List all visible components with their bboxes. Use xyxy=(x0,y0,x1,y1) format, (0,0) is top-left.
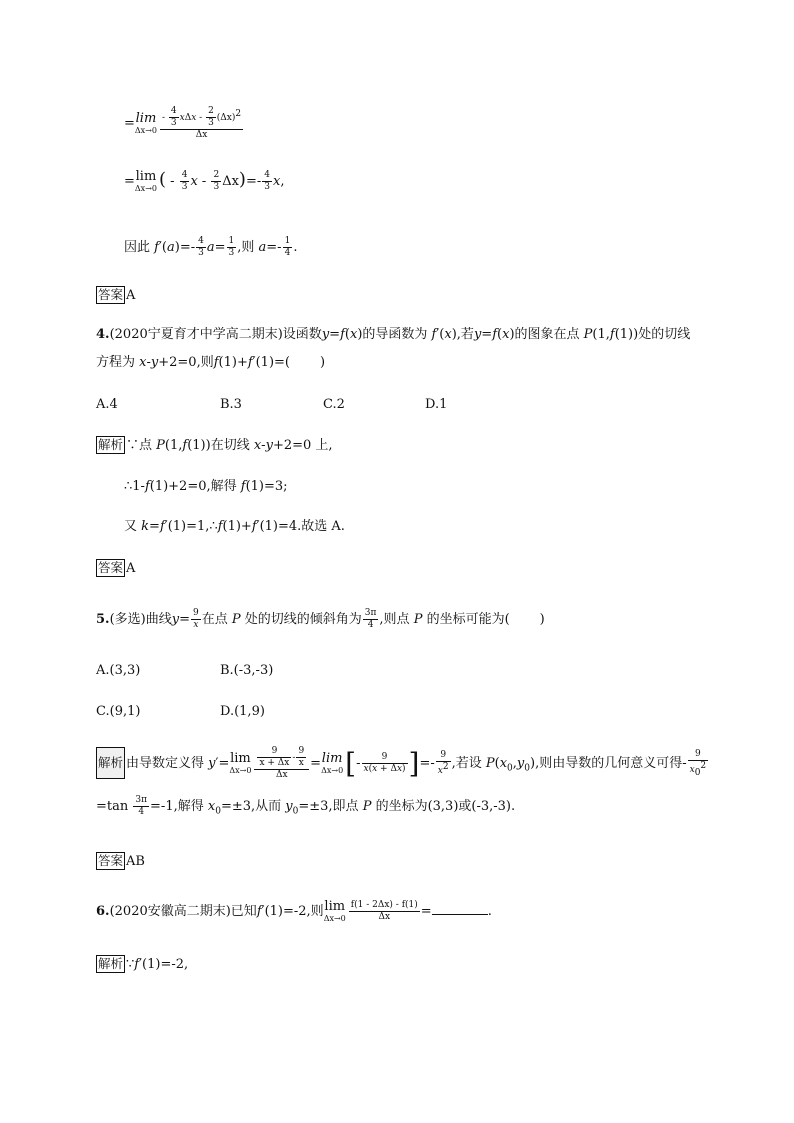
q5-stem: 5.(多选)曲线y= $\frac{9}{x}$ 在点 P 处的切线的倾斜角为 $\frac{3\pi}{4}$ ,则点 P 的坐标可能为( ) xyxy=(96,608,545,630)
answer-value: A xyxy=(126,288,136,303)
q5-answer xyxy=(96,852,145,871)
analysis-tag: 解析 xyxy=(98,956,124,971)
answer-value: A xyxy=(126,561,136,576)
answer-blank[interactable] xyxy=(432,902,488,915)
q3-limit-step-2: = lim Δx→0 ( - $\frac{4}{3}$ x - $\frac{2}{3}$ Δx)=- $\frac{4}{3}$ x, xyxy=(124,169,285,193)
q6-stem: 6.(2020安徽高二期末)已知f′(1)=-2,则 lim Δx→0 $\frac{f(1 - 2\Delta x) - f(1)}{\Delta x}$ = . xyxy=(96,899,492,923)
q5-analysis-line-2: =tan $\frac{3\pi}{4}$ =-1,解得 $x_0=\pm 3$,从而 $y_0=\pm 3$,即点 P 的坐标为(3,3)或(-3,-3). xyxy=(96,795,516,817)
q4-analysis-line-1: 解析 ∵点 P(1,f(1))在切线 x-y+2=0 上, xyxy=(98,437,333,453)
q4-analysis-line-3: 又 k=f′(1)=1,∴f(1)+f′(1)=4.故选 A. xyxy=(124,519,345,534)
q3-limit-step-1: = lim Δx→0 - $\frac{4}{3}$ xΔx - $\frac{2}{3}$ $(\Delta x)^2$ Δx xyxy=(124,106,242,140)
q4-answer xyxy=(96,559,135,578)
question-number: 6. xyxy=(96,904,110,919)
q5-option-c: C.(9,1) xyxy=(96,704,141,719)
q4-stem-line-1: 4.(2020宁夏育才中学高二期末)设函数y=f(x)的导函数为 f′(x),若y=f(x)的图象在点 P(1,f(1))处的切线 xyxy=(96,327,691,342)
answer-value: AB xyxy=(126,854,145,869)
q5-option-b: B.(-3,-3) xyxy=(220,663,274,678)
q4-option-b: B.3 xyxy=(220,397,242,412)
q3-answer xyxy=(96,286,135,305)
q6-analysis-line-1: 解析 ∵f′(1)=-2, xyxy=(98,956,189,972)
q3-conclusion: 因此 f′(a)=- $\frac{4}{3}$ a= $\frac{1}{3}$ ,则 a=- $\frac{1}{4}$ . xyxy=(124,236,298,258)
question-number: 5. xyxy=(96,612,110,627)
answer-tag: 答案 xyxy=(98,560,124,575)
q4-stem-line-2: 方程为 x-y+2=0,则f(1)+f′(1)=( ) xyxy=(96,355,326,370)
q5-option-d: D.(1,9) xyxy=(220,704,265,719)
q4-option-a: A.4 xyxy=(96,397,118,412)
q5-analysis-line-1: 解析 由导数定义得 y′= lim Δx→0 $\frac{9}{x + \Delta x}$ - $\frac{9}{x}$ Δx = lim Δx→0 [- $\frac{9}{x(x + \Delta x)}$ ]=- $\frac{9}{x^2}$ ,若设 $P(x_0,y_0)$,则由导数的几何意义可得- $\frac{9}{x_0^2}$ xyxy=(98,746,707,780)
limit-operator: lim Δx→0 xyxy=(134,111,157,135)
q4-option-c: C.2 xyxy=(323,397,345,412)
analysis-tag: 解析 xyxy=(98,437,124,452)
question-number: 4. xyxy=(96,327,110,342)
q4-option-d: D.1 xyxy=(425,397,448,412)
q5-option-a: A.(3,3) xyxy=(96,663,141,678)
q4-analysis-line-2: ∴1-f(1)+2=0,解得 f(1)=3; xyxy=(124,479,288,494)
analysis-tag: 解析 xyxy=(96,747,125,779)
answer-tag: 答案 xyxy=(98,853,124,868)
answer-tag: 答案 xyxy=(98,287,124,302)
